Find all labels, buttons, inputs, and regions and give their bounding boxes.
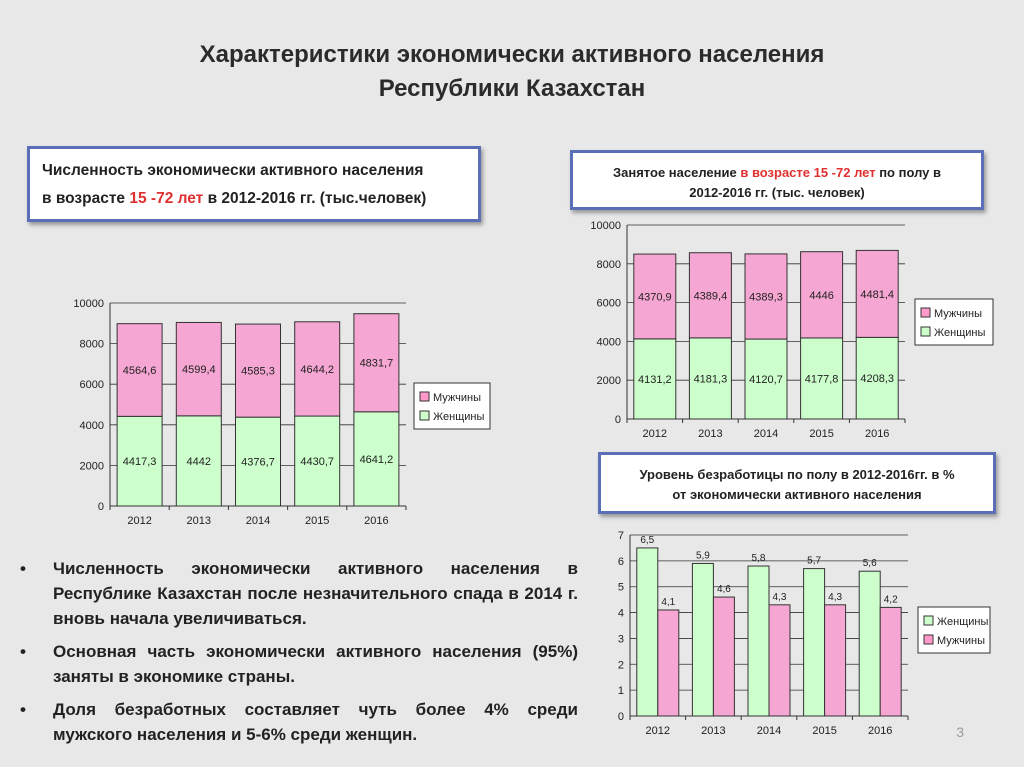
legend-swatch — [924, 616, 933, 625]
bullet-dot: • — [20, 700, 26, 719]
y-tick-label: 6000 — [79, 379, 104, 392]
bar — [769, 605, 790, 716]
y-tick-label: 3 — [617, 633, 624, 646]
data-label: 4389,3 — [749, 291, 783, 304]
data-label: 4644,2 — [300, 363, 335, 376]
data-label: 4,3 — [828, 591, 843, 603]
data-label: 4,3 — [772, 591, 787, 603]
y-tick-label: 7 — [617, 530, 624, 542]
data-label: 4446 — [809, 289, 834, 302]
x-tick-label: 2012 — [127, 515, 152, 527]
chart1-caption-age: 15 -72 лет — [129, 190, 204, 207]
legend-swatch — [921, 327, 930, 336]
y-tick-label: 1 — [617, 685, 624, 698]
chart1-caption-prefix: в возрасте — [42, 190, 130, 207]
chart-active-population — [70, 290, 500, 545]
data-label: 4376,7 — [241, 456, 275, 469]
x-tick-label: 2015 — [304, 515, 330, 527]
chart2-caption-line2: 2012-2016 гг. (тыс. человек) — [689, 185, 865, 200]
bar — [804, 569, 825, 716]
chart1-caption-line2 — [42, 185, 478, 213]
y-tick-label: 0 — [97, 501, 104, 513]
y-tick-label: 6000 — [596, 297, 621, 310]
x-tick-label: 2014 — [756, 725, 782, 737]
bar — [713, 597, 734, 716]
legend-label: Мужчины — [934, 308, 983, 320]
chart3-caption-line2: от экономически активного населения — [672, 487, 922, 502]
data-label: 4481,4 — [860, 288, 895, 301]
chart2-caption-age: в возрасте 15 -72 лет — [740, 165, 876, 180]
chart1-caption-suffix: в 2012-2016 гг. (тыс.человек) — [203, 190, 427, 207]
data-label: 4389,4 — [693, 290, 728, 303]
chart2-caption-prefix: Занятое население — [613, 165, 741, 180]
data-label: 5,8 — [751, 553, 766, 565]
y-tick-label: 0 — [614, 414, 621, 426]
data-label: 4120,7 — [749, 374, 783, 387]
bar — [880, 607, 901, 716]
legend-swatch — [420, 411, 429, 420]
data-label: 4831,7 — [359, 357, 394, 370]
chart3-caption-line1: Уровень безработицы по полу в 2012-2016гг. в % — [639, 467, 955, 482]
x-tick-label: 2016 — [867, 725, 893, 737]
data-label: 5,6 — [862, 558, 877, 570]
bar — [748, 566, 769, 716]
x-tick-label: 2013 — [701, 725, 726, 737]
chart2-caption-line1 — [573, 163, 981, 183]
legend-label: Мужчины — [433, 392, 482, 404]
data-label: 4,6 — [716, 584, 731, 596]
data-label: 6,5 — [640, 534, 655, 546]
chart-unemployment-rate — [600, 525, 1000, 745]
y-tick-label: 0 — [617, 711, 624, 723]
legend-swatch — [420, 392, 429, 401]
legend-label: Женщины — [934, 327, 986, 339]
data-label: 4370,9 — [637, 291, 672, 304]
y-tick-label: 8000 — [79, 338, 104, 351]
data-label: 4599,4 — [181, 364, 216, 377]
y-tick-label: 8000 — [596, 258, 621, 271]
data-label: 5,9 — [695, 550, 710, 562]
legend-label: Женщины — [937, 616, 989, 628]
data-label: 4585,3 — [241, 365, 275, 378]
x-tick-label: 2013 — [186, 515, 212, 527]
y-tick-label: 10000 — [590, 220, 621, 232]
y-tick-label: 2 — [617, 659, 624, 672]
chart1-caption-box — [27, 146, 481, 222]
data-label: 4181,3 — [693, 373, 728, 386]
bar — [859, 571, 880, 716]
x-tick-label: 2013 — [698, 428, 723, 440]
bullet-list — [18, 556, 578, 755]
y-tick-label: 10000 — [73, 298, 104, 310]
legend-swatch — [924, 635, 933, 644]
bullet-text: Доля безработных составляет чуть более 4% среди мужского населения и 5-6% среди женщин. — [53, 700, 578, 744]
y-tick-label: 2000 — [79, 460, 104, 473]
bullet-item — [18, 556, 578, 631]
y-tick-label: 4 — [617, 607, 624, 620]
chart3-caption-box — [598, 452, 996, 514]
y-tick-label: 4000 — [596, 336, 621, 349]
x-tick-label: 2015 — [809, 428, 834, 440]
y-tick-label: 6 — [617, 555, 624, 568]
page-title-line2: Республики Казахстан — [378, 75, 646, 102]
bar — [658, 610, 679, 716]
bullet-dot: • — [20, 559, 26, 578]
page-title — [0, 38, 1024, 106]
page-number: 3 — [956, 724, 964, 740]
chart2-caption-suffix: по полу в — [875, 165, 941, 180]
bullet-dot: • — [20, 642, 26, 661]
x-tick-label: 2016 — [364, 515, 389, 527]
data-label: 4131,2 — [637, 373, 672, 386]
x-tick-label: 2015 — [812, 725, 837, 737]
bullet-text: Основная часть экономически активного населения (95%) заняты в экономике страны. — [53, 642, 578, 686]
x-tick-label: 2012 — [642, 428, 668, 440]
data-label: 4442 — [186, 455, 212, 468]
data-label: 4564,6 — [122, 364, 157, 377]
y-tick-label: 2000 — [596, 375, 621, 388]
bullet-text: Численность экономически активного населения в Республике Казахстан после незначительного спада в 2014 г. вновь начала увеличиваться. — [53, 559, 578, 628]
legend-swatch — [921, 308, 930, 317]
bullet-item — [18, 697, 578, 747]
data-label: 4208,3 — [860, 373, 895, 386]
data-label: 4430,7 — [300, 456, 335, 469]
y-tick-label: 4000 — [79, 419, 104, 432]
chart-employed-population — [585, 215, 1005, 450]
x-tick-label: 2012 — [645, 725, 671, 737]
bar — [825, 605, 846, 716]
data-label: 4,2 — [883, 594, 898, 606]
data-label: 4,1 — [661, 596, 676, 608]
legend-label: Женщины — [433, 411, 485, 423]
y-tick-label: 5 — [617, 581, 624, 594]
x-tick-label: 2014 — [245, 515, 271, 527]
chart2-caption-box — [570, 150, 984, 210]
x-tick-label: 2014 — [753, 428, 779, 440]
legend-label: Мужчины — [937, 635, 986, 647]
data-label: 4177,8 — [804, 373, 839, 386]
data-label: 4417,3 — [122, 456, 157, 469]
data-label: 4641,2 — [359, 453, 394, 466]
chart1-caption-line1: Численность экономически активного населения — [42, 162, 424, 179]
page-title-line1: Характеристики экономически активного населения — [199, 41, 825, 68]
bullet-item — [18, 639, 578, 689]
x-tick-label: 2016 — [864, 428, 890, 440]
bar — [637, 548, 658, 716]
bar — [692, 563, 713, 716]
data-label: 5,7 — [807, 555, 822, 567]
